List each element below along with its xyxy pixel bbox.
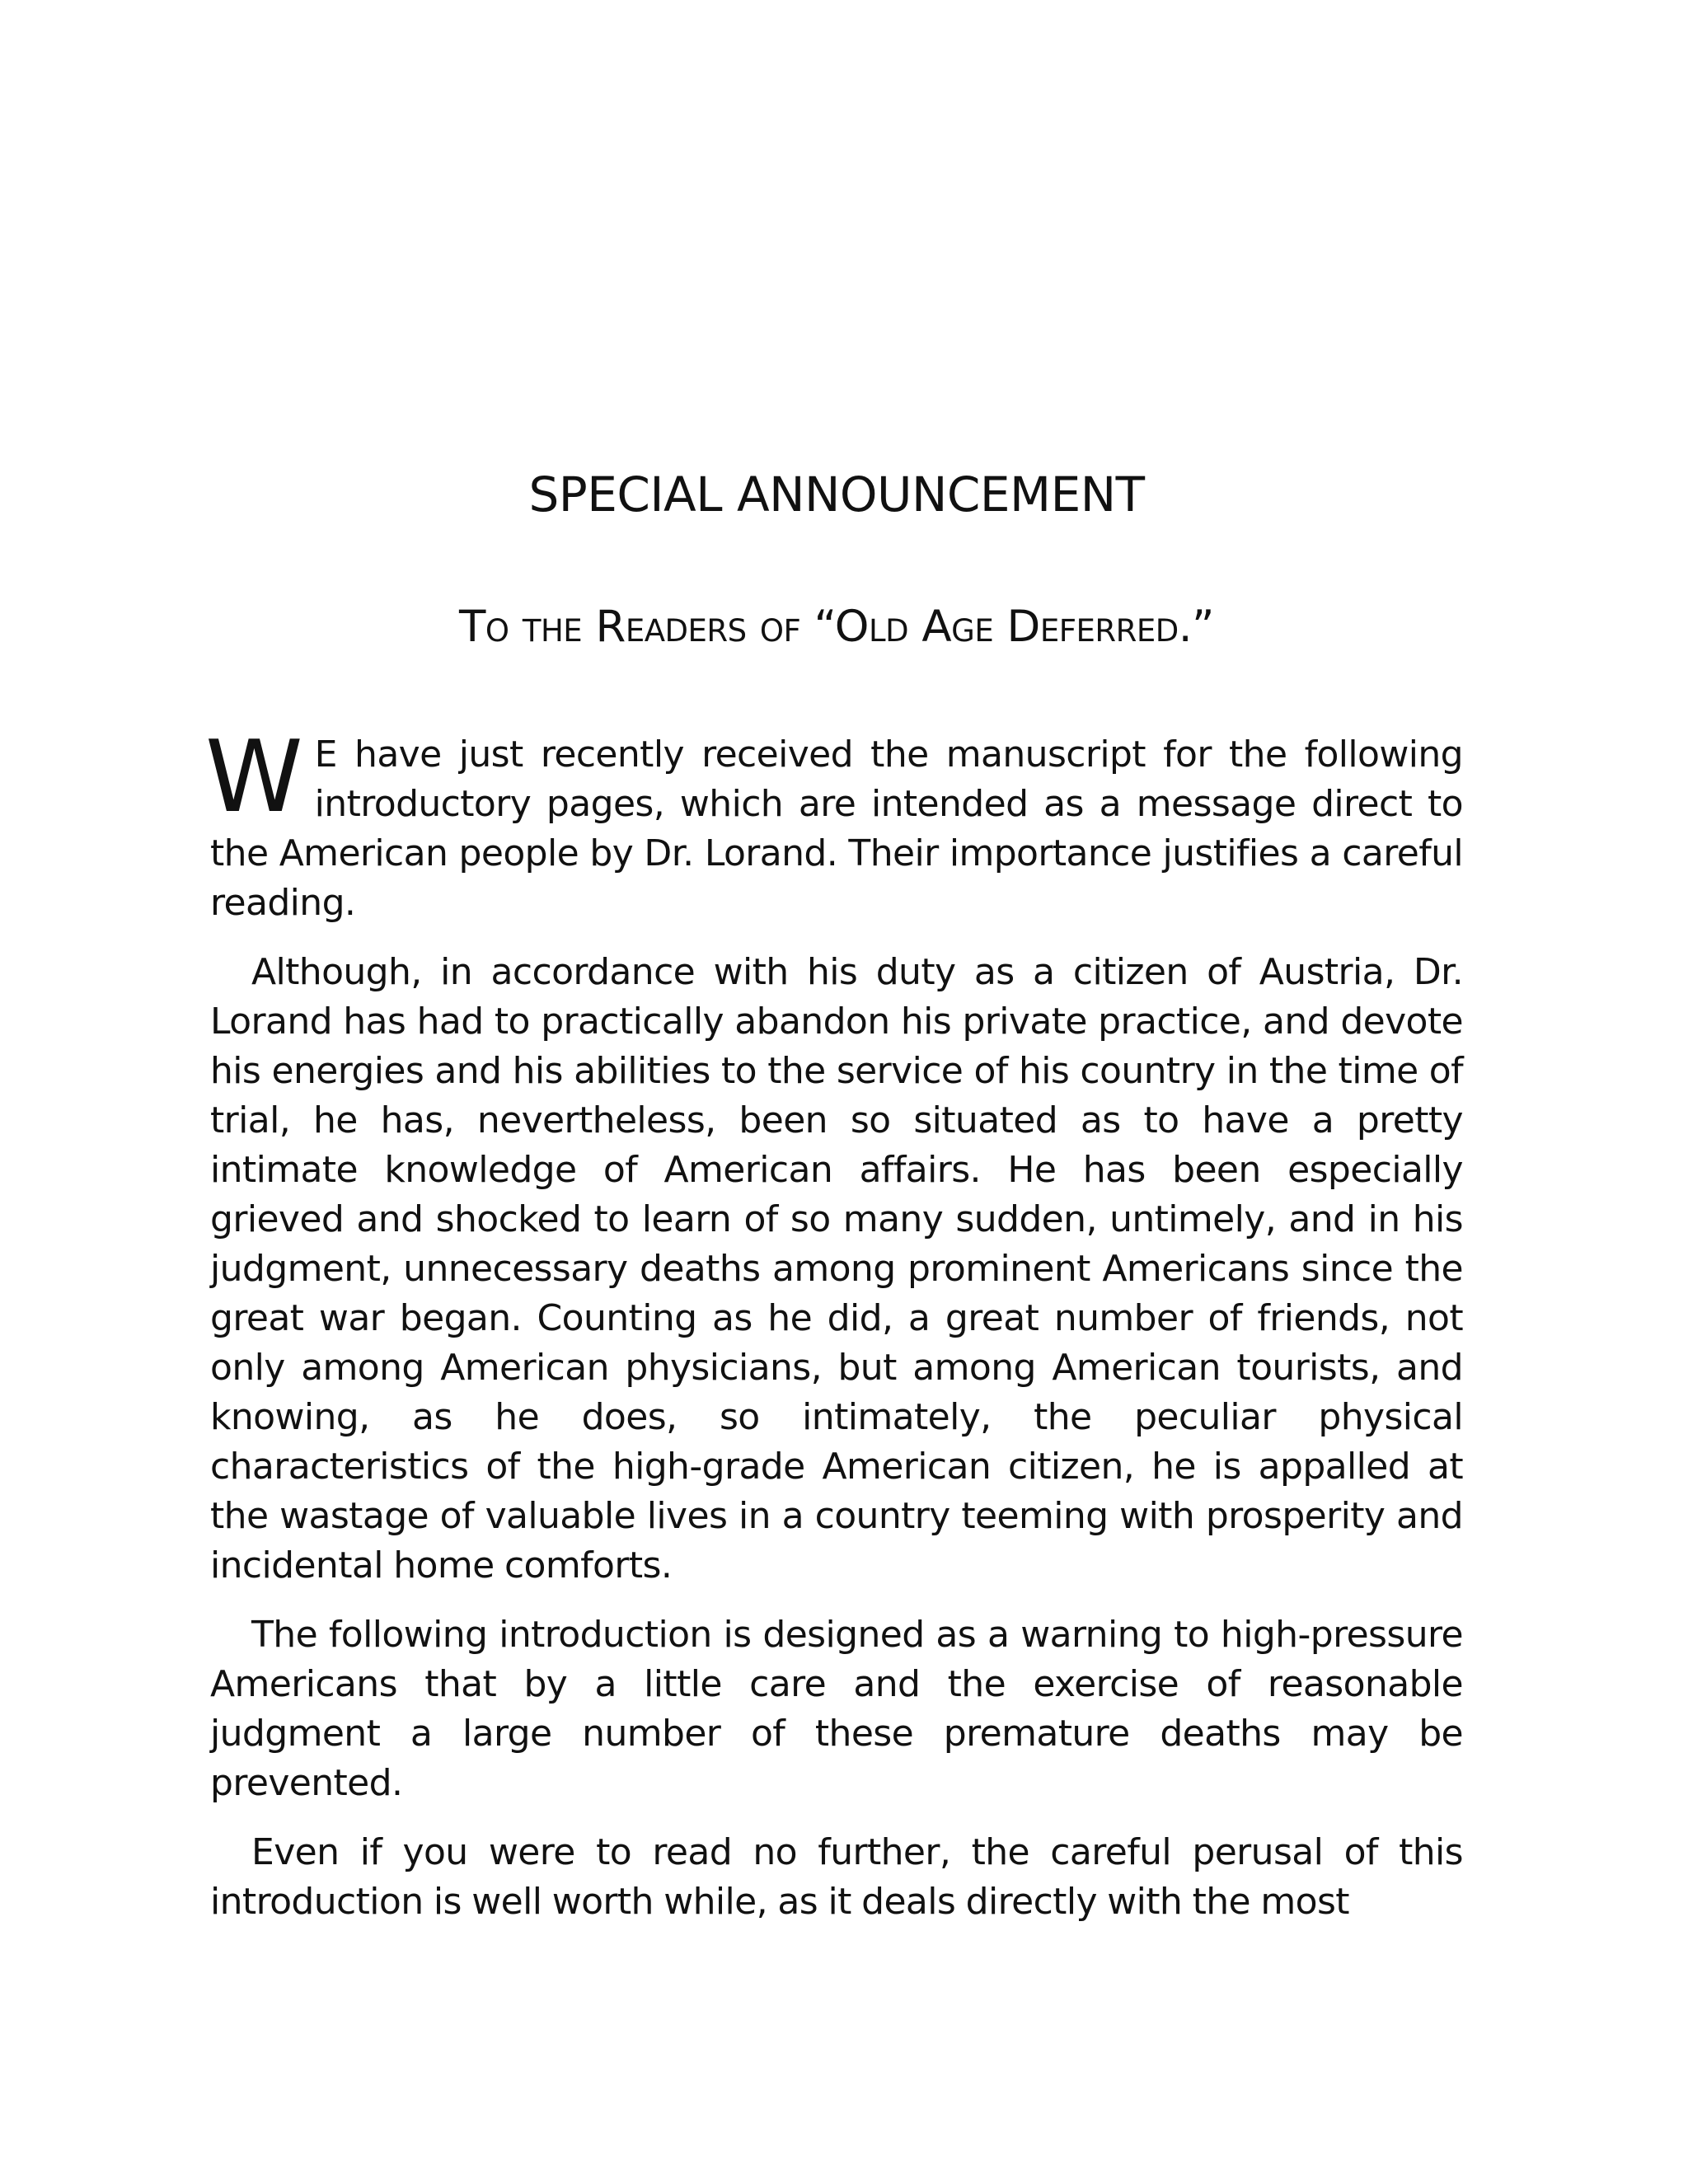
page-subtitle: To the Readers of “Old Age Deferred.” [459,602,1214,652]
paragraph-2: Although, in accordance with his duty as a citizen of Austria, Dr. Lorand has had to practically abandon his private practice, and devote his energies and his abilities to the service of his country in the time of trial, he has, nevertheless, been so situated as to have a pretty intimate knowledge of American affairs. He has been especially grieved and shocked to learn of so many sudden, untimely, and in his judgment, unnecessary deaths among prominent Americans since the great war began. Counting as he did, a great number of friends, not only among American physicians, but among American tourists, and knowing, as he does, so intimately, the peculiar physical characteristics of the high-grade American citizen, he is appalled at the wastage of valuable lives in a country teeming with prosperity and incidental home comforts. [210,951,1463,1586]
paragraph-1 [205,720,1463,928]
paragraph-3: The following introduction is designed as a warning to high-pressure Americans that by a little care and the exercise of reasonable judgment a large number of these premature deaths may be prevented. [210,1614,1463,1804]
document-page [205,0,1463,2184]
document-body [205,720,1463,1947]
drop-cap: W [205,720,303,835]
paragraph-1-text: E have just recently received the manuscript for the following introductory pages, which are intended as a message direct to the American people by Dr. Lorand. Their importance justifies a careful reading. [210,733,1463,924]
page-title: SPECIAL ANNOUNCEMENT [528,466,1145,523]
paragraph-4: Even if you were to read no further, the careful perusal of this introduction is well worth while, as it deals directly with the most [210,1831,1463,1923]
